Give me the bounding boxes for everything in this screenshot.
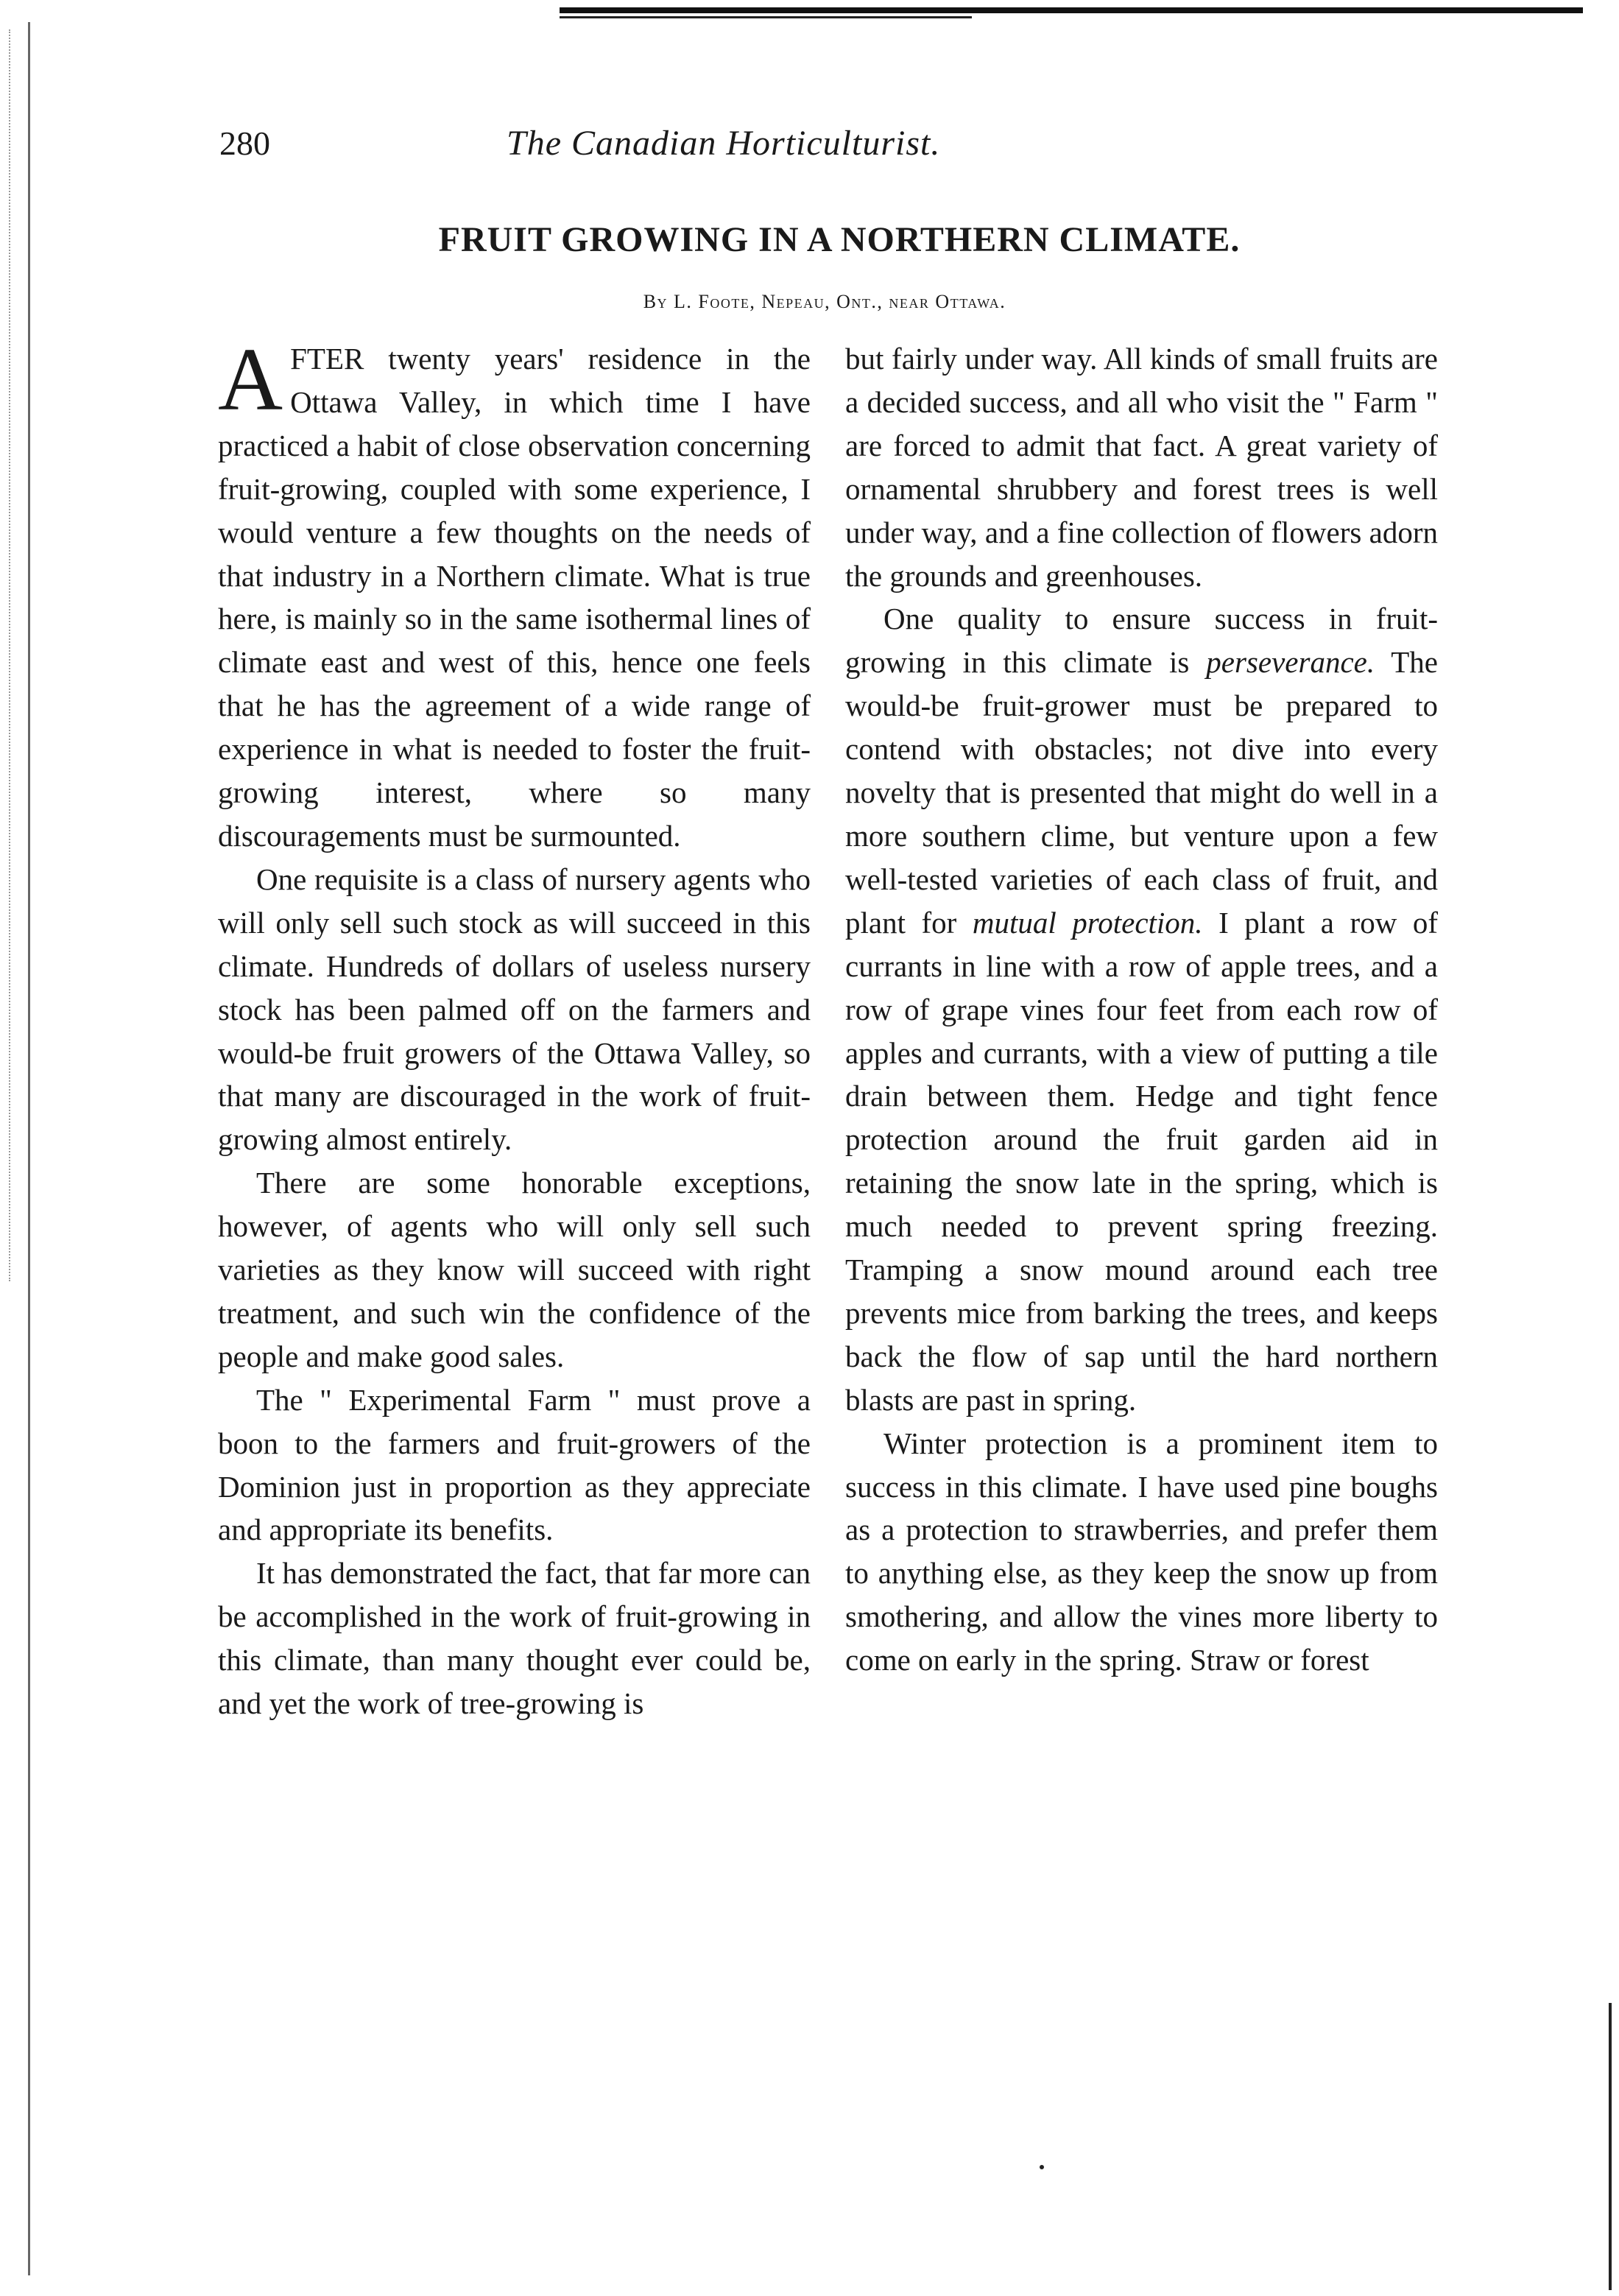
article-title: FRUIT GROWING IN A NORTHERN CLIMATE. [438,220,1241,259]
top-border-thin-rule [560,16,972,18]
paragraph-nursery-agents: One requisite is a class of nursery agents who will only sell such stock as will succeed in this climate. Hundreds of dollars of useless nursery stock has been palmed off on the farmers and would-be fruit growers of the Ottawa Valley, so that many are discouraged in the work of fruit-growing almost entirely. [218,862,811,1157]
footer-mark [1040,2165,1044,2169]
article-byline: By L. Foote, Nepeau, Ont., near Ottawa. [643,291,1006,312]
paragraph-winter-protection: Winter protection is a prominent item to success in this climate. I have used pine boughs as a protection to strawberries, and prefer them to anything else, as they keep the snow up from smothering, and allow the vines more liberty to come on early in the spring. Straw or forest [845,1426,1438,1677]
page-number: 280 [219,124,270,162]
page-binding-edge [28,22,35,2275]
paragraph-perseverance [845,597,1438,1421]
mutual-protection-emphasis: mutual protection. [972,905,1203,940]
top-border-rule [560,7,1583,13]
page-binding-shadow [9,29,13,1281]
paragraph-experimental-farm: The " Experimental Farm " must prove a boon to the farmers and fruit-growers of the Dominion just in proportion as they appreciate and appropriate its benefits. [218,1382,811,1547]
paragraph-intro-text: FTER twenty years' residence in the Ottawa Valley, in which time I have practiced a habit of close observation concerning fruit-growing, coupled with some experience, I would venture a few thoughts on the needs of that industry in a Northern climate. What is true here, is mainly so in the same isothermal lines of climate east and west of this, hence one feels that he has the agreement of a wide range of experience in what is needed to foster the fruit-growing interest, where so many discouragements must be surmounted. [218,342,811,853]
page-right-edge [1609,2003,1612,2290]
right-column [845,337,1438,1682]
perseverance-text-c: I plant a row of currants in line with a row of apple trees, and a row of grape vines four feet from each row of apples and currants, with a view of putting a tile drain between them. Hedge and tight fence protection around the fruit garden aid in retaining the snow late in the spring, which is much needed to prevent spring freezing. Tramping a snow mound around each tree prevents mice from barking the trees, and keeps back the flow of sap until the hard northern blasts are past in spring. [845,905,1438,1417]
paragraph-demonstrated-fact: It has demonstrated the fact, that far more can be accomplished in the work of fruit-growing in this climate, than many thought ever could be, and yet the work of tree-growing is [218,1556,811,1721]
paragraph-honorable-exceptions: There are some honorable exceptions, however, of agents who will only sell such varieties as they know will succeed with right treatment, and such win the confidence of the people and make good sales. [218,1166,811,1373]
perseverance-emphasis: perseverance. [1206,645,1375,680]
running-head [219,118,1419,169]
left-column [218,330,811,1725]
paragraph-intro [218,330,811,858]
journal-title: The Canadian Horticulturist. [507,124,941,163]
paragraph-continued: but fairly under way. All kinds of small fruits are a decided success, and all who visit the " Farm " are forced to admit that fact. A great variety of ornamental shrubbery and forest trees is well under way, and a fine collection of flowers adorn the grounds and greenhouses. [845,342,1438,593]
perseverance-text-a: One quality to ensure success in fruit-growing in this climate is [845,602,1438,680]
drop-cap: A [218,330,283,429]
perseverance-text-b: The would-be fruit-grower must be prepared to contend with obstacles; not dive into every novelty that is presented that might do well in a more southern clime, but venture upon a few well-tested varieties of each class of fruit, and plant for [845,645,1438,940]
